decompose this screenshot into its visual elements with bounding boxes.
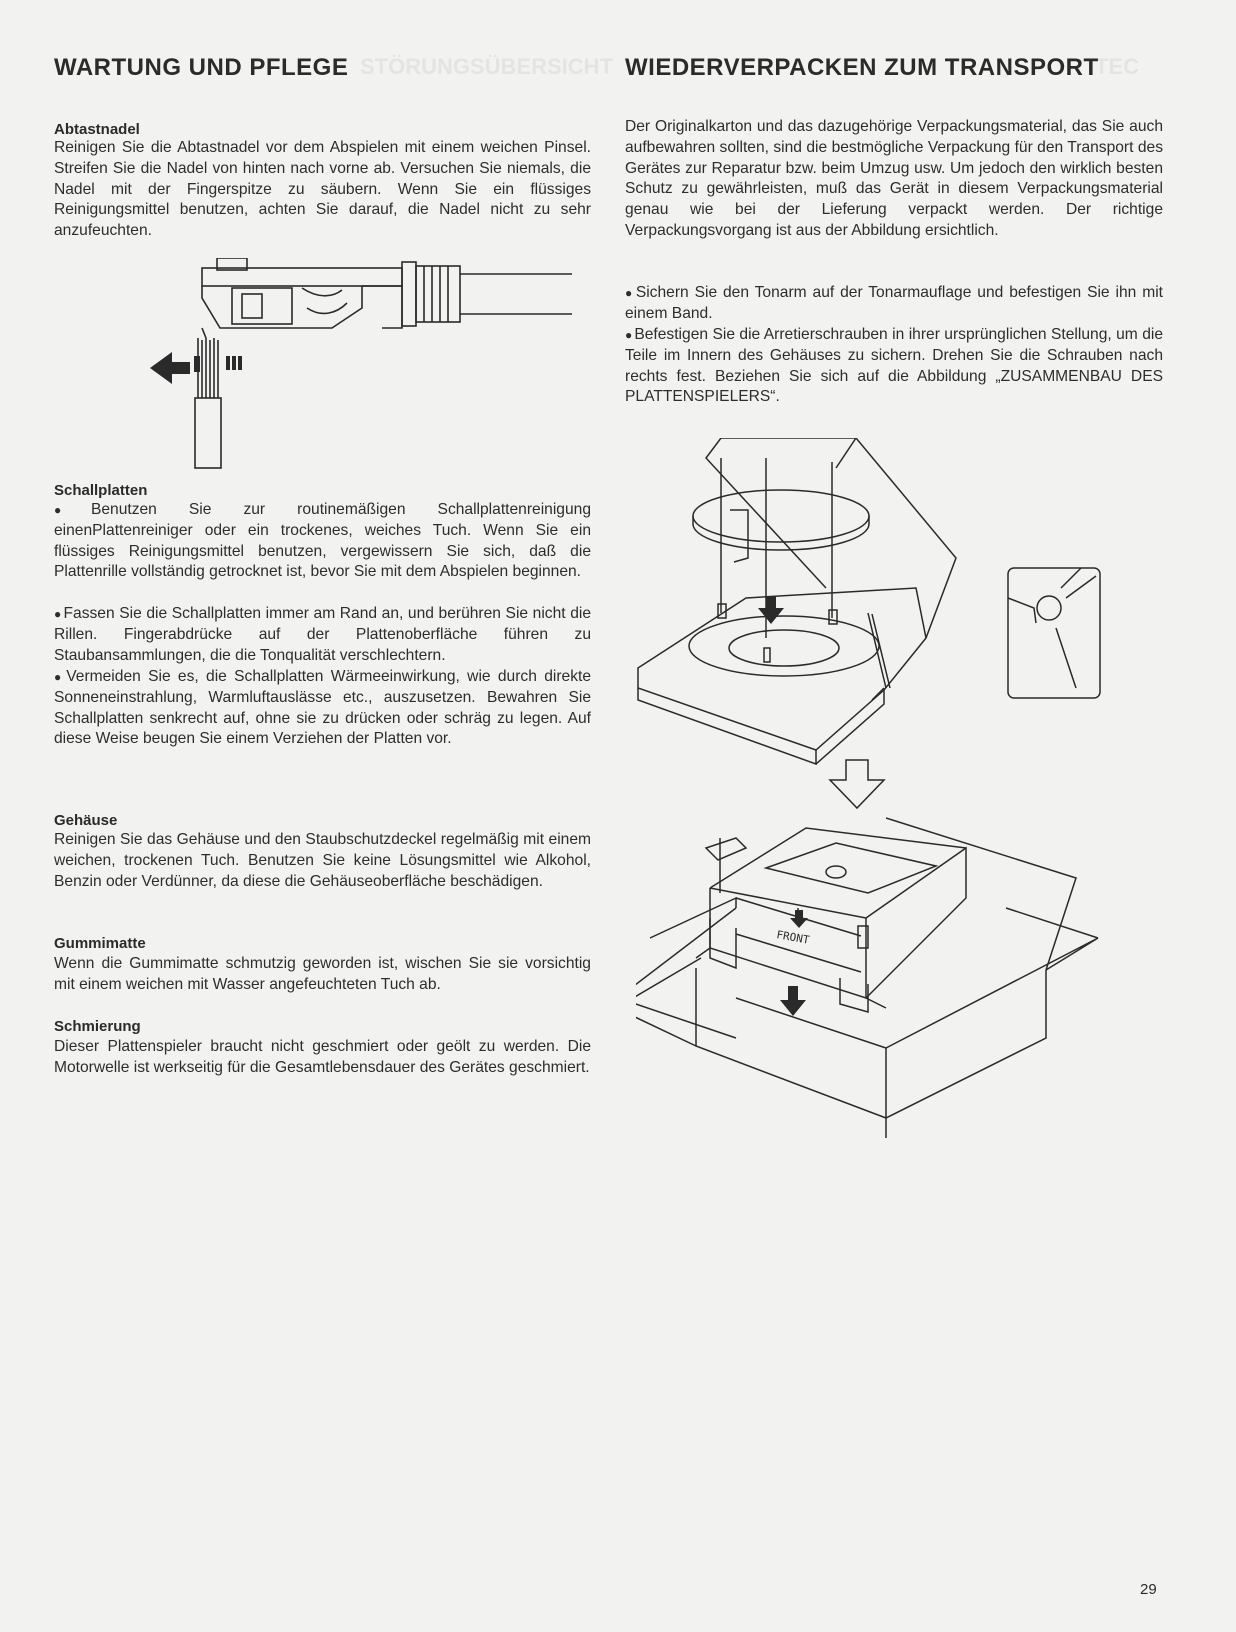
repack-intro-text: Der Originalkarton und das dazugehörige Verpackungsmaterial, das Sie auch aufbewahren sollten, sind die bestmögliche Verpackung für den Transport des Gerätes zur Reparatur bzw. beim Umzug usw. Um jedoch den wirklich besten Schutz zu gewährleisten, muß das Gerät in diesem Verpackungsmaterial genau wie bei der Lieferung verpackt werden. Der richtige Verpackungsvorgang ist aus der Abbildung ersichtlich. [625,118,1163,239]
repack-bullet-2: ● Befestigen Sie die Arretierschrauben in ihrer ursprünglichen Stellung, um die Teile im Innern des Gehäuses zu sichern. Drehen Sie die Schrauben nach rechts fest. Beziehen Sie sich auf die Abbildung „ZUSAMMENBAU DES PLATTENSPIELERS“. [625,325,1163,408]
bleed-through-text: STÖRUNGSÜBERSICHT [360,54,614,79]
section-text-lube: Dieser Plattenspieler braucht nicht geschmiert oder geölt zu werden. Die Motorwelle ist werkseitig für die Gesamtlebensdauer des Gerätes geschmiert. [54,1038,591,1076]
section-heading-lube: Schmierung [54,1018,141,1035]
records-bullet-3: ● Vermeiden Sie es, die Schallplatten Wärmeeinwirkung, wie durch direkte Sonneneinstrahlung, Warmluftauslässe etc., auszusetzen. Bewahren Sie Schallplatten senkrecht auf, ohne sie zu drücken oder schräg zu legen. Auf diese Weise beugen Sie einem Verziehen der Platten vor. [54,667,591,750]
section-text-housing: Reinigen Sie das Gehäuse und den Staubschutzdeckel regelmäßig mit einem weichen, trockenen Tuch. Benutzen Sie keine Lösungsmittel wie Alkohol, Benzin oder Verdünner, da diese die Gehäuseoberfläche beschädigen. [54,831,591,890]
records-bullet-2: ● Fassen Sie die Schallplatten immer am Rand an, und berühren Sie nicht die Rillen. Fingerabdrücke auf der Plattenoberfläche führen zu Staubansammlungen, die die Tonqualität verschlechtern. [54,604,591,666]
bleed-through-text: TEC [1095,54,1139,79]
section-text-mat: Wenn die Gummimatte schmutzig geworden ist, wischen Sie sie vorsichtig mit einem weichen mit Wasser angefeuchteten Tuch ab. [54,955,591,993]
front-label: FRONT [775,928,811,947]
repacking-illustration [636,438,1176,1166]
page-number: 29 [1140,1581,1157,1598]
repack-bullet-1: ● Sichern Sie den Tonarm auf der Tonarmauflage und befestigen Sie ihn mit einem Band. [625,283,1163,325]
records-bullet-1: ● Benutzen Sie zur routinemäßigen Schallplattenreinigung einenPlattenreiniger oder ein trockenes, weiches Tuch. Wenn Sie ein flüssiges Reinigungsmittel benutzen, vergewissern Sie sich, daß die Plattenrille vollständig getrocknet ist, bevor Sie mit dem Abspielen beginnen. [54,500,591,583]
section-heading-housing: Gehäuse [54,812,118,829]
section-heading-mat: Gummimatte [54,935,146,952]
section-heading-stylus: Abtastnadel [54,121,140,138]
section-heading-records: Schallplatten [54,482,148,499]
stylus-cleaning-illustration [102,258,592,470]
page-title-left: WARTUNG UND PFLEGE [54,54,349,81]
page-title-right: WIEDERVERPACKEN ZUM TRANSPORT [625,54,1099,81]
section-text-stylus: Reinigen Sie die Abtastnadel vor dem Abspielen mit einem weichen Pinsel. Streifen Sie die Nadel von hinten nach vorne ab. Versuchen Sie niemals, die Nadel mit der Fingerspitze zu säubern. Wenn Sie ein flüssiges Reinigungsmittel benutzen, achten Sie darauf, die Nadel nicht zu sehr anzufeuchten. [54,139,591,240]
